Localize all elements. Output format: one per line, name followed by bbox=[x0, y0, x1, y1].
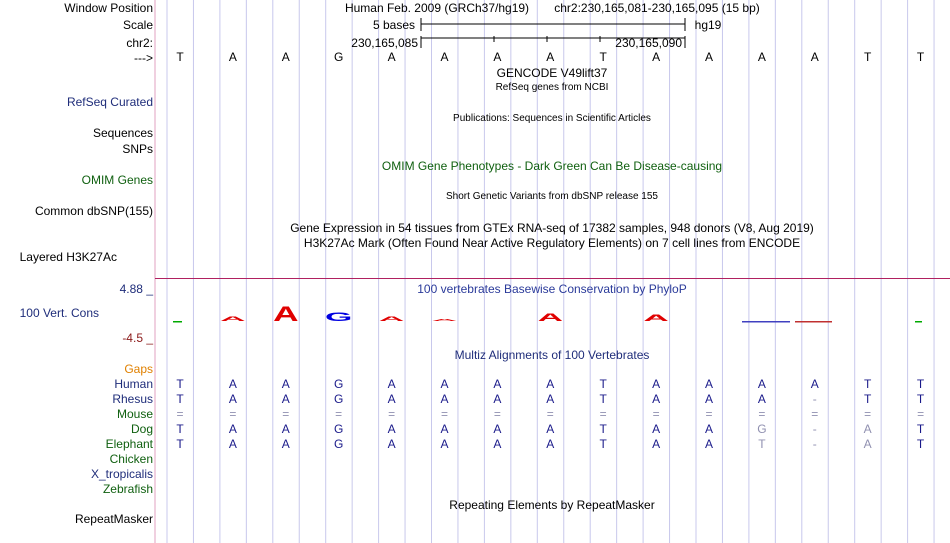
alignment-base: A bbox=[704, 437, 713, 451]
track-label-common-dbsnp[interactable]: Common dbSNP(155) bbox=[34, 204, 153, 218]
track-label-repeatmasker[interactable]: RepeatMasker bbox=[74, 512, 153, 526]
h3k27ac-baseline bbox=[155, 278, 950, 279]
alignment-base: T bbox=[176, 422, 184, 436]
track-label-layered-h3k27ac[interactable]: Layered H3K27Ac bbox=[19, 250, 117, 264]
alignment-base: A bbox=[228, 377, 237, 391]
scale-label: Scale bbox=[122, 18, 153, 32]
alignment-base: A bbox=[281, 392, 290, 406]
species-label[interactable]: Human bbox=[114, 377, 153, 391]
alignment-base: = bbox=[546, 407, 554, 421]
alignment-base: = bbox=[229, 407, 237, 421]
alignment-base: A bbox=[757, 377, 766, 391]
alignment-base: A bbox=[387, 437, 396, 451]
refseq-track-desc: RefSeq genes from NCBI bbox=[495, 82, 609, 93]
alignment-base: T bbox=[599, 377, 607, 391]
alignment-base: T bbox=[916, 392, 925, 406]
conservation-low-score-bar bbox=[173, 321, 182, 323]
alignment-base: A bbox=[493, 392, 502, 406]
reference-base: A bbox=[810, 50, 819, 64]
alignment-base: = bbox=[652, 407, 660, 421]
track-label-gaps[interactable]: Gaps bbox=[124, 362, 153, 376]
alignment-base: A bbox=[440, 422, 449, 436]
alignment-base: G bbox=[334, 377, 344, 391]
h3k27ac-track-desc: H3K27Ac Mark (Often Found Near Active Regulatory Elements) on 7 cell lines from ENCODE bbox=[303, 236, 801, 250]
scale-db-label: hg19 bbox=[694, 18, 722, 32]
alignment-base: T bbox=[599, 437, 607, 451]
alignment-base: A bbox=[810, 377, 819, 391]
gtex-track-desc: Gene Expression in 54 tissues from GTEx RNA-seq of 17382 samples, 948 donors (V8, Aug 2019) bbox=[290, 221, 814, 235]
species-label[interactable]: Mouse bbox=[116, 407, 153, 421]
alignment-base: T bbox=[176, 392, 184, 406]
reference-base: T bbox=[176, 50, 184, 64]
alignment-base: = bbox=[917, 407, 925, 421]
window-position-label: Window Position bbox=[64, 1, 153, 15]
reference-base: A bbox=[387, 50, 396, 64]
alignment-base: A bbox=[863, 437, 872, 451]
alignment-base: T bbox=[599, 392, 607, 406]
alignment-base: A bbox=[387, 377, 396, 391]
ruler-coord-left: 230,165,085 bbox=[351, 36, 418, 50]
conservation-logo-letter: A bbox=[643, 313, 669, 324]
conservation-low-score-bar bbox=[915, 321, 922, 323]
alignment-base: G bbox=[334, 437, 344, 451]
alignment-base: A bbox=[652, 437, 661, 451]
alignment-base: T bbox=[864, 377, 872, 391]
reference-base: A bbox=[493, 50, 502, 64]
publications-track-desc: Publications: Sequences in Scientific Articles bbox=[453, 113, 651, 124]
alignment-base: = bbox=[388, 407, 396, 421]
alignment-base: A bbox=[546, 392, 555, 406]
alignment-base: A bbox=[546, 422, 555, 436]
conservation-logo-letter: A bbox=[431, 318, 458, 322]
alignment-base: = bbox=[493, 407, 501, 421]
reference-base: A bbox=[228, 50, 237, 64]
alignment-base: T bbox=[758, 437, 766, 451]
alignment-base: = bbox=[599, 407, 607, 421]
alignment-base: A bbox=[281, 422, 290, 436]
alignment-base: A bbox=[704, 377, 713, 391]
alignment-base: = bbox=[811, 407, 819, 421]
alignment-base: = bbox=[864, 407, 872, 421]
alignment-base: A bbox=[281, 437, 290, 451]
assembly-title: Human Feb. 2009 (GRCh37/hg19) bbox=[344, 1, 530, 15]
alignment-base: = bbox=[705, 407, 713, 421]
conservation-logo-letter: A bbox=[537, 311, 564, 324]
alignment-base: A bbox=[493, 422, 502, 436]
species-label[interactable]: Rhesus bbox=[112, 392, 153, 406]
alignment-base: A bbox=[704, 422, 713, 436]
track-label-omim[interactable]: OMIM Genes bbox=[81, 173, 153, 187]
reference-base: A bbox=[704, 50, 713, 64]
reference-base: A bbox=[281, 50, 290, 64]
species-label[interactable]: X_tropicalis bbox=[90, 467, 153, 481]
alignment-base: A bbox=[440, 377, 449, 391]
conservation-low-score-bar bbox=[795, 321, 832, 323]
alignment-base: = bbox=[440, 407, 448, 421]
alignment-base: G bbox=[757, 422, 767, 436]
dbsnp-track-desc: Short Genetic Variants from dbSNP release 155 bbox=[446, 191, 658, 202]
alignment-base: A bbox=[652, 422, 661, 436]
chromosome-label: chr2: bbox=[126, 36, 153, 50]
alignment-base: A bbox=[704, 392, 713, 406]
track-label-sequences[interactable]: Sequences bbox=[92, 126, 153, 140]
track-label-snps[interactable]: SNPs bbox=[122, 142, 153, 156]
alignment-base: = bbox=[758, 407, 766, 421]
alignment-base: = bbox=[282, 407, 290, 421]
alignment-base: - bbox=[812, 422, 817, 436]
alignment-base: A bbox=[440, 437, 449, 451]
alignment-base: = bbox=[335, 407, 343, 421]
conservation-logo-letter: G bbox=[325, 310, 353, 324]
conservation-logo-letter: A bbox=[378, 315, 405, 323]
alignment-base: T bbox=[176, 437, 184, 451]
repeatmasker-track-desc: Repeating Elements by RepeatMasker bbox=[449, 498, 655, 512]
multiz-track-desc: Multiz Alignments of 100 Vertebrates bbox=[454, 348, 650, 362]
alignment-base: A bbox=[228, 437, 237, 451]
track-label-vert-cons[interactable]: 100 Vert. Cons bbox=[19, 306, 99, 320]
reference-base: A bbox=[652, 50, 661, 64]
alignment-base: A bbox=[440, 392, 449, 406]
reference-base: T bbox=[864, 50, 872, 64]
alignment-base: A bbox=[387, 422, 396, 436]
reference-base: T bbox=[916, 50, 925, 64]
omim-track-desc: OMIM Gene Phenotypes - Dark Green Can Be Disease-causing bbox=[381, 159, 723, 173]
scale-bar-text: 5 bases bbox=[372, 18, 416, 32]
ruler-coord-right: 230,165,090 bbox=[615, 36, 682, 50]
reference-base: A bbox=[546, 50, 555, 64]
cons-min-label: -4.5 _ bbox=[122, 331, 153, 345]
reference-base: G bbox=[334, 50, 344, 64]
phylop-track-desc: 100 vertebrates Basewise Conservation by PhyloP bbox=[417, 282, 687, 296]
reference-base: A bbox=[757, 50, 766, 64]
conservation-logo-letter: A bbox=[273, 302, 299, 326]
alignment-base: G bbox=[334, 392, 344, 406]
alignment-base: A bbox=[281, 377, 290, 391]
alignment-base: A bbox=[652, 392, 661, 406]
alignment-base: - bbox=[812, 437, 817, 451]
cons-max-label: 4.88 _ bbox=[119, 282, 153, 296]
alignment-base: = bbox=[176, 407, 184, 421]
gencode-track-title[interactable]: GENCODE V49lift37 bbox=[496, 66, 608, 80]
alignment-base: A bbox=[228, 422, 237, 436]
alignment-base: A bbox=[652, 377, 661, 391]
species-label[interactable]: Zebrafish bbox=[102, 482, 153, 496]
alignment-base: A bbox=[546, 437, 555, 451]
alignment-base: A bbox=[863, 422, 872, 436]
alignment-base: G bbox=[334, 422, 344, 436]
conservation-logo bbox=[0, 296, 950, 326]
species-label[interactable]: Elephant bbox=[105, 437, 153, 451]
alignment-base: T bbox=[176, 377, 184, 391]
alignment-base: A bbox=[757, 392, 766, 406]
reference-base: T bbox=[599, 50, 607, 64]
alignment-base: T bbox=[916, 437, 925, 451]
alignment-base: A bbox=[493, 377, 502, 391]
alignment-base: A bbox=[387, 392, 396, 406]
species-label[interactable]: Chicken bbox=[109, 452, 153, 466]
conservation-low-score-bar bbox=[742, 321, 790, 323]
alignment-base: A bbox=[228, 392, 237, 406]
alignment-base: T bbox=[916, 377, 925, 391]
alignment-base: - bbox=[812, 392, 817, 406]
alignment-base: A bbox=[493, 437, 502, 451]
window-position-value: chr2:230,165,081-230,165,095 (15 bp) bbox=[554, 1, 760, 15]
reference-base: A bbox=[440, 50, 449, 64]
alignment-base: T bbox=[599, 422, 607, 436]
conservation-logo-letter: A bbox=[220, 315, 246, 323]
track-label-refseq[interactable]: RefSeq Curated bbox=[66, 95, 153, 109]
alignment-base: T bbox=[864, 392, 872, 406]
alignment-base: A bbox=[546, 377, 555, 391]
species-label[interactable]: Dog bbox=[130, 422, 153, 436]
strand-arrow-label[interactable]: ---> bbox=[134, 51, 153, 65]
alignment-base: T bbox=[916, 422, 925, 436]
